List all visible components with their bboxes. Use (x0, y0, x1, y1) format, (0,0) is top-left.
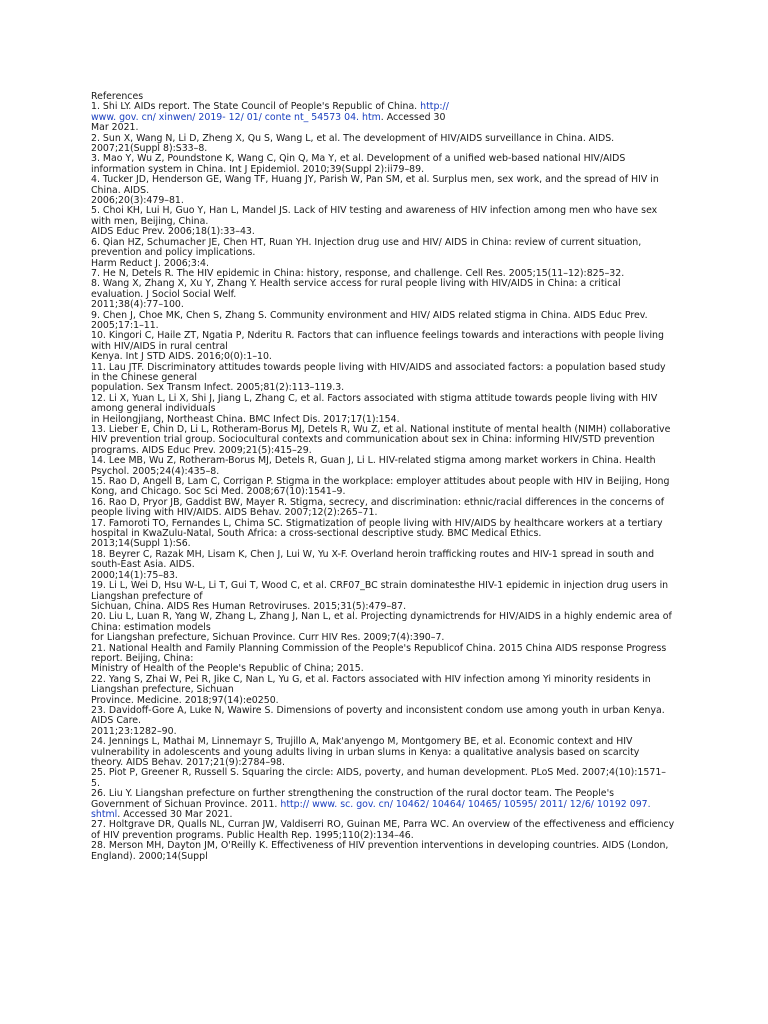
reference-text: 26. Liu Y. Liangshan prefecture on further strengthening the construction of the rural doctor team. The People's (91, 788, 615, 800)
reference-text: 14. Lee MB, Wu Z, Rotheram-Borus MJ, Detels R, Guan J, Li L. HIV-related stigma among market workers in China. Health (91, 455, 656, 467)
reference-text: 1. Shi LY. AIDs report. The State Council of People's Republic of China. (91, 101, 421, 113)
reference-text: in Heilongjiang, Northeast China. BMC Infect Dis. 2017;17(1):154. (91, 413, 400, 425)
reference-text: England). 2000;14(Suppl (91, 850, 208, 862)
reference-text: 8. Wang X, Zhang X, Xu Y, Zhang Y. Health service access for rural people living with HIV/AIDS in China: a critical (91, 278, 621, 290)
reference-text: Harm Reduct J. 2006;3:4. (91, 257, 209, 269)
references-heading: References (91, 91, 144, 102)
reference-text: 7. He N, Detels R. The HIV epidemic in China: history, response, and challenge. Cell Res. 2005;15(11–12):825–32. (91, 267, 625, 279)
reference-text: 2000;14(1):75–83. (91, 569, 178, 581)
references-document (91, 92, 681, 862)
reference-text: . Accessed 30 Mar 2021. (117, 809, 233, 821)
reference-text: theory. AIDS Behav. 2017;21(9):2784–98. (91, 757, 285, 768)
reference-text: 5. (91, 777, 100, 789)
reference-text: 12. Li X, Yuan L, Li X, Shi J, Jiang L, Zhang C, et al. Factors associated with stigma attitude towards people living with HIV (91, 392, 658, 404)
reference-text: 3. Mao Y, Wu Z, Poundstone K, Wang C, Qin Q, Ma Y, et al. Development of a unified web-based national HIV/AIDS (91, 153, 626, 165)
reference-text: with HIV/AIDS in rural central (91, 340, 228, 352)
reference-text: AIDS Care. (91, 715, 142, 727)
reference-text: Ministry of Health of the People's Republic of China; 2015. (91, 663, 364, 675)
reference-text: population. Sex Transm Infect. 2005;81(2):113–119.3. (91, 382, 345, 394)
reference-text: 16. Rao D, Pryor JB, Gaddist BW, Mayer R. Stigma, secrecy, and discrimination: ethnic/racial differences in the concerns of (91, 496, 665, 508)
reference-text: Psychol. 2005;24(4):435–8. (91, 465, 220, 477)
reference-text: 17. Famoroti TO, Fernandes L, Chima SC. Stigmatization of people living with HIV/AIDS by healthcare workers at a tertiary (91, 517, 663, 529)
reference-text: Liangshan prefecture, Sichuan (91, 684, 234, 696)
reference-text: 2011;38(4):77–100. (91, 299, 184, 311)
reference-text: 25. Piot P, Greener R, Russell S. Squaring the circle: AIDS, poverty, and human development. PLoS Med. 2007;4(10):1571– (91, 767, 666, 779)
reference-text: 23. Davidoff-Gore A, Luke N, Wawire S. Dimensions of poverty and inconsistent condom use among youth in urban Kenya. (91, 704, 665, 716)
reference-line (91, 716, 681, 726)
reference-link[interactable]: http:// (420, 101, 449, 113)
reference-text: 11. Lau JTF. Discriminatory attitudes towards people living with HIV/AIDS and associated factors: a population based study (91, 361, 666, 373)
reference-text: south-East Asia. AIDS. (91, 559, 195, 571)
reference-text: 2006;20(3):479–81. (91, 195, 184, 207)
reference-text: hospital in KwaZulu-Natal, South Africa: a cross-sectional descriptive study. BMC Medical Ethics. (91, 528, 542, 540)
reference-text: 2007;21(Suppl 8):S33–8. (91, 143, 208, 155)
reference-text: with men, Beijing, China. (91, 215, 209, 227)
reference-text: 2005;17:1–11. (91, 319, 159, 331)
reference-line (91, 560, 681, 570)
reference-text: prevention and policy implications. (91, 247, 256, 259)
reference-text: 27. Holtgrave DR, Qualls NL, Curran JW, Valdiserri RO, Guinan ME, Parra WC. An overview of the effectiveness and efficiency (91, 819, 675, 831)
reference-text: Government of Sichuan Province. 2011. (91, 798, 281, 810)
reference-text: 2. Sun X, Wang N, Li D, Zheng X, Qu S, Wang L, et al. The development of HIV/AIDS surveillance in China. AIDS. (91, 132, 615, 144)
reference-text: 2011;23:1282–90. (91, 725, 177, 737)
reference-text: Kenya. Int J STD AIDS. 2016;0(0):1–10. (91, 351, 272, 363)
reference-text: AIDS Educ Prev. 2006;18(1):33–43. (91, 226, 255, 238)
reference-text: 6. Qian HZ, Schumacher JE, Chen HT, Ruan YH. Injection drug use and HIV/ AIDS in China: review of current situation, (91, 236, 642, 248)
reference-text: among general individuals (91, 403, 216, 415)
reference-text: 18. Beyrer C, Razak MH, Lisam K, Chen J, Lui W, Yu X-F. Overland heroin trafficking routes and HIV-1 spread in south and (91, 548, 655, 560)
reference-text: vulnerability in adolescents and young adults living in urban slums in Kenya: a qualitative analysis based on scarcity (91, 746, 640, 758)
reference-link[interactable]: www. gov. cn/ xinwen/ 2019- 12/ 01/ conte nt_ 54573 04. htm (91, 111, 381, 123)
reference-text: 24. Jennings L, Mathai M, Linnemayr S, Trujillo A, Mak'anyengo M, Montgomery BE, et al. Economic context and HIV (91, 736, 633, 748)
reference-text: evaluation. J Sociol Social Welf. (91, 288, 237, 300)
reference-text: for Liangshan prefecture, Sichuan Province. Curr HIV Res. 2009;7(4):390–7. (91, 632, 445, 644)
reference-text: people living with HIV/AIDS. AIDS Behav. 2007;12(2):265–71. (91, 507, 378, 519)
reference-text: 2013;14(Suppl 1):S6. (91, 538, 191, 550)
reference-text: 21. National Health and Family Planning Commission of the People's Republicof China. 2015 China AIDS response Progress (91, 642, 667, 654)
reference-text: Liangshan prefecture of (91, 590, 203, 602)
reference-text: report. Beijing, China: (91, 652, 194, 664)
reference-text: 20. Liu L, Luan R, Yang W, Zhang L, Zhang J, Nan L, et al. Projecting dynamictrends for HIV/AIDS in a highly endemic area of (91, 611, 672, 623)
reference-line (91, 768, 681, 778)
reference-line (91, 175, 681, 185)
reference-line (91, 706, 681, 716)
reference-text: Sichuan, China. AIDS Res Human Retroviruses. 2015;31(5):479–87. (91, 600, 407, 612)
reference-line (91, 852, 681, 862)
reference-text: HIV prevention trial group. Sociocultural contexts and communication about sex in China: informing HIV/STD prevention (91, 434, 655, 446)
reference-text: 4. Tucker JD, Henderson GE, Wang TF, Huang JY, Parish W, Pan SM, et al. Surplus men, sex work, and the spread of HIV in (91, 174, 659, 186)
reference-text: Kong, and Chicago. Soc Sci Med. 2008;67(10):1541–9. (91, 486, 346, 498)
reference-text: China. AIDS. (91, 184, 150, 196)
reference-link[interactable]: shtml (91, 809, 118, 821)
reference-text: programs. AIDS Educ Prev. 2009;21(5):415–29. (91, 444, 312, 456)
reference-text: 9. Chen J, Choe MK, Chen S, Zhang S. Community environment and HIV/ AIDS related stigma in China. AIDS Educ Prev. (91, 309, 648, 321)
reference-text: 10. Kingori C, Haile ZT, Ngatia P, Nderitu R. Factors that can influence feelings towards and interactions with people living (91, 330, 664, 342)
reference-line (91, 113, 681, 123)
reference-text: 19. Li L, Wei D, Hsu W-L, Li T, Gui T, Wood C, et al. CRF07_BC strain dominatesthe HIV-1 epidemic in injection drug users in (91, 580, 669, 592)
reference-text: 13. Lieber E, Chin D, Li L, Rotheram-Borus MJ, Detels R, Wu Z, et al. National institute of mental health (NIMH) collaborative (91, 424, 671, 435)
reference-text: 15. Rao D, Angell B, Lam C, Corrigan P. Stigma in the workplace: employer attitudes about people with HIV in Beijing, Hong (91, 476, 670, 488)
reference-text: 22. Yang S, Zhai W, Pei R, Jike C, Nan L, Yu G, et al. Factors associated with HIV infection among Yi minority residents in (91, 673, 651, 685)
reference-link[interactable]: http:// www. sc. gov. cn/ 10462/ 10464/ 10465/ 10595/ 2011/ 12/6/ 10192 097. (280, 798, 651, 810)
reference-text: of HIV prevention programs. Public Health Rep. 1995;110(2):134–46. (91, 829, 414, 841)
reference-text: 5. Choi KH, Lui H, Guo Y, Han L, Mandel JS. Lack of HIV testing and awareness of HIV infection among men who have sex (91, 205, 658, 217)
reference-text: 28. Merson MH, Dayton JM, O'Reilly K. Effectiveness of HIV prevention interventions in developing countries. AIDS (London, (91, 840, 669, 852)
reference-text: . Accessed 30 (380, 111, 446, 123)
reference-text: in the Chinese general (91, 371, 197, 383)
reference-text: China: estimation models (91, 621, 211, 633)
reference-line (91, 311, 681, 321)
reference-text: Mar 2021. (91, 122, 139, 134)
reference-text: information system in China. Int J Epidemiol. 2010;39(Suppl 2):ii79–89. (91, 163, 425, 175)
reference-text: Province. Medicine. 2018;97(14):e0250. (91, 694, 279, 706)
reference-list (91, 102, 681, 862)
